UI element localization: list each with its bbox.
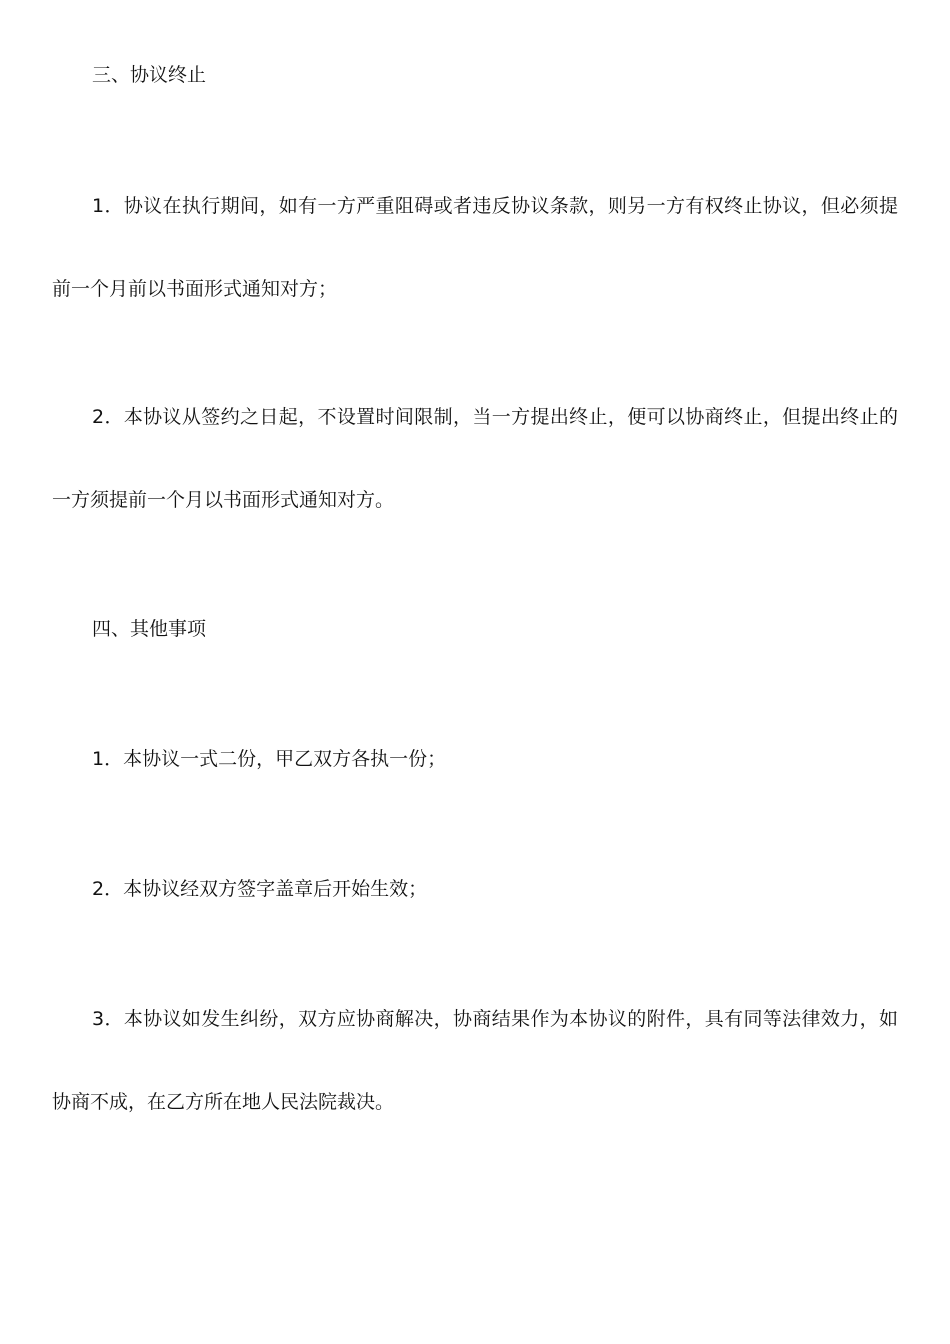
clause-termination-2: 2．本协议从签约之日起，不设置时间限制，当一方提出终止，便可以协商终止，但提出终止的一方须提前一个月以书面形式通知对方。 [52,406,898,511]
clause-other-1: 1．本协议一式二份，甲乙双方各执一份； [92,748,447,770]
section-heading-other-matters: 四、其他事项 [92,618,207,640]
clause-termination-1: 1．协议在执行期间，如有一方严重阻碍或者违反协议条款，则另一方有权终止协议，但必须提前一个月前以书面形式通知对方； [52,195,898,300]
clause-other-2: 2．本协议经双方签字盖章后开始生效； [92,878,428,900]
clause-other-3: 3．本协议如发生纠纷，双方应协商解决，协商结果作为本协议的附件，具有同等法律效力，如协商不成，在乙方所在地人民法院裁决。 [52,1008,898,1113]
section-heading-termination: 三、协议终止 [92,64,207,86]
